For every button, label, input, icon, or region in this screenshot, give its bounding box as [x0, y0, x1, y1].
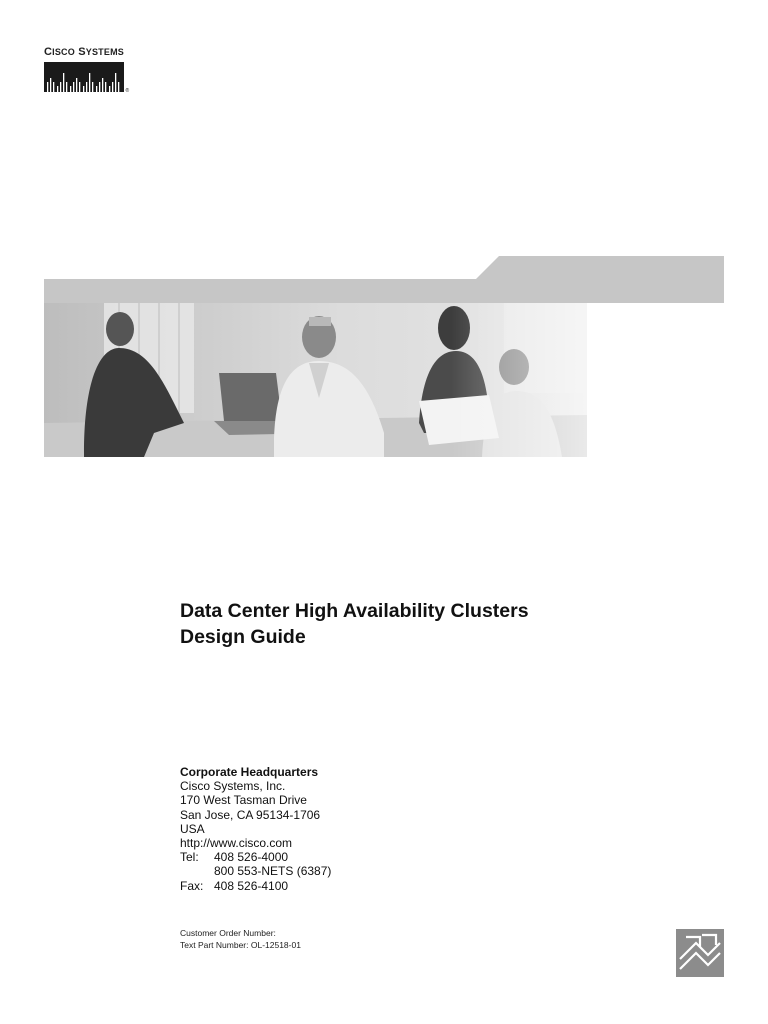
header-band: [44, 256, 724, 303]
website-link[interactable]: http://www.cisco.com: [180, 836, 293, 851]
text-part-number: Text Part Number: OL-12518-01: [180, 940, 301, 950]
tel-secondary-row: [180, 864, 331, 878]
tel-secondary: 800 553-NETS (6387): [214, 864, 332, 879]
document-title: [180, 598, 660, 650]
title-line-2: Design Guide: [180, 626, 306, 648]
cisco-press-icon: [676, 929, 724, 977]
cover-photo: [44, 303, 587, 457]
cisco-logo: [44, 46, 134, 94]
fax-label: Fax:: [180, 878, 204, 893]
street-address: 170 West Tasman Drive: [180, 793, 307, 808]
cisco-wordmark: CISCO SYSTEMS: [44, 46, 124, 58]
svg-text:®: ®: [125, 88, 130, 94]
country: USA: [180, 821, 205, 836]
headquarters-address: [180, 765, 331, 893]
tel-primary: 408 526-4000: [214, 850, 289, 865]
headquarters-heading: Corporate Headquarters: [180, 765, 319, 779]
cisco-bridge-icon: [44, 62, 134, 94]
city-address: San Jose, CA 95134-1706: [180, 807, 321, 822]
tel-row: [180, 850, 331, 864]
fax-row: [180, 879, 331, 893]
customer-order-number: Customer Order Number:: [180, 928, 276, 938]
fax-number: 408 526-4100: [214, 878, 289, 893]
title-line-1: Data Center High Availability Clusters: [180, 600, 529, 622]
order-numbers: [180, 927, 301, 951]
tel-label: Tel:: [180, 850, 199, 865]
company-name: Cisco Systems, Inc.: [180, 779, 286, 794]
